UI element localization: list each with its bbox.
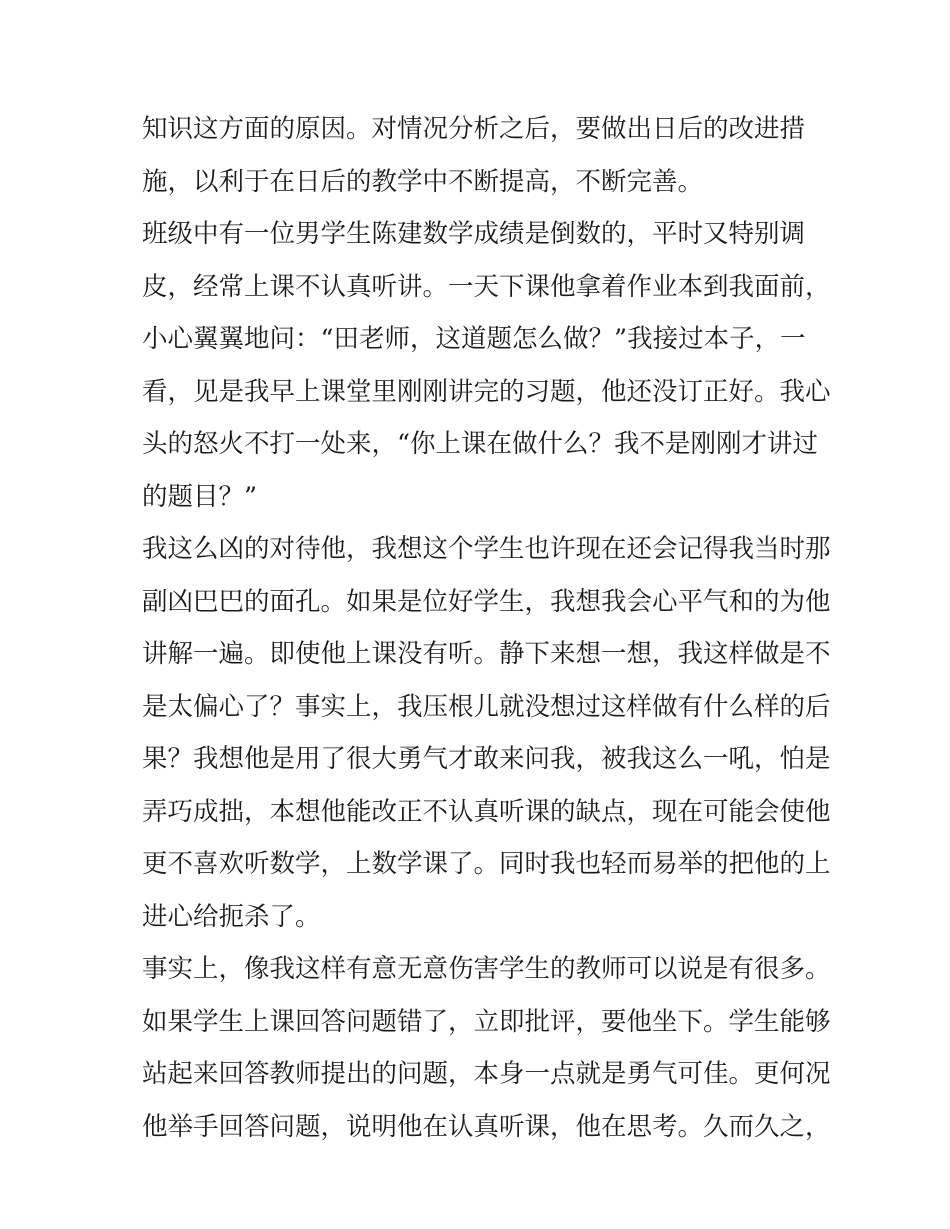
text-line: 副凶巴巴的面孔。如果是位好学生，我想我会心平气和的为他 (142, 586, 831, 617)
text-line: 果？我想他是用了很大勇气才敢来问我，被我这么一吼，怕是 (142, 744, 831, 774)
text-line: 如果学生上课回答问题错了，立即批评，要他坐下。学生能够 (142, 1006, 831, 1037)
text-line: 我这么凶的对待他，我想这个学生也许现在还会记得我当时那 (142, 534, 831, 564)
text-line: 知识这方面的原因。对情况分析之后，要做出日后的改进措 (142, 114, 806, 144)
text-line: 小心翼翼地问：“田老师，这道题怎么做？”我接过本子，一 (142, 324, 806, 354)
text-line: 头的怒火不打一处来，“你上课在做什么？我不是刚刚才讲过 (142, 429, 819, 459)
text-line: 讲解一遍。即使他上课没有听。静下来想一想，我这样做是不 (142, 639, 831, 669)
text-line: 皮，经常上课不认真听讲。一天下课他拿着作业本到我面前， (142, 271, 831, 302)
text-line: 事实上，像我这样有意无意伤害学生的教师可以说是有很多。 (142, 954, 831, 984)
text-line: 他举手回答问题，说明他在认真听课，他在思考。久而久之， (142, 1111, 831, 1142)
text-line: 看，见是我早上课堂里刚刚讲完的习题，他还没订正好。我心 (142, 376, 831, 407)
text-line: 站起来回答教师提出的问题，本身一点就是勇气可佳。更何况 (142, 1059, 831, 1089)
text-line: 进心给扼杀了。 (142, 901, 321, 932)
text-line: 施，以利于在日后的教学中不断提高，不断完善。 (142, 166, 704, 197)
text-line: 班级中有一位男学生陈建数学成绩是倒数的，平时又特别调 (142, 219, 806, 249)
document-body (142, 103, 831, 1153)
text-line: 是太偏心了？事实上，我压根儿就没想过这样做有什么样的后 (142, 691, 831, 722)
text-line: 的题目？” (142, 481, 258, 512)
text-line: 弄巧成拙，本想他能改正不认真听课的缺点，现在可能会使他 (142, 796, 831, 827)
text-line: 更不喜欢听数学，上数学课了。同时我也轻而易举的把他的上 (142, 849, 831, 879)
